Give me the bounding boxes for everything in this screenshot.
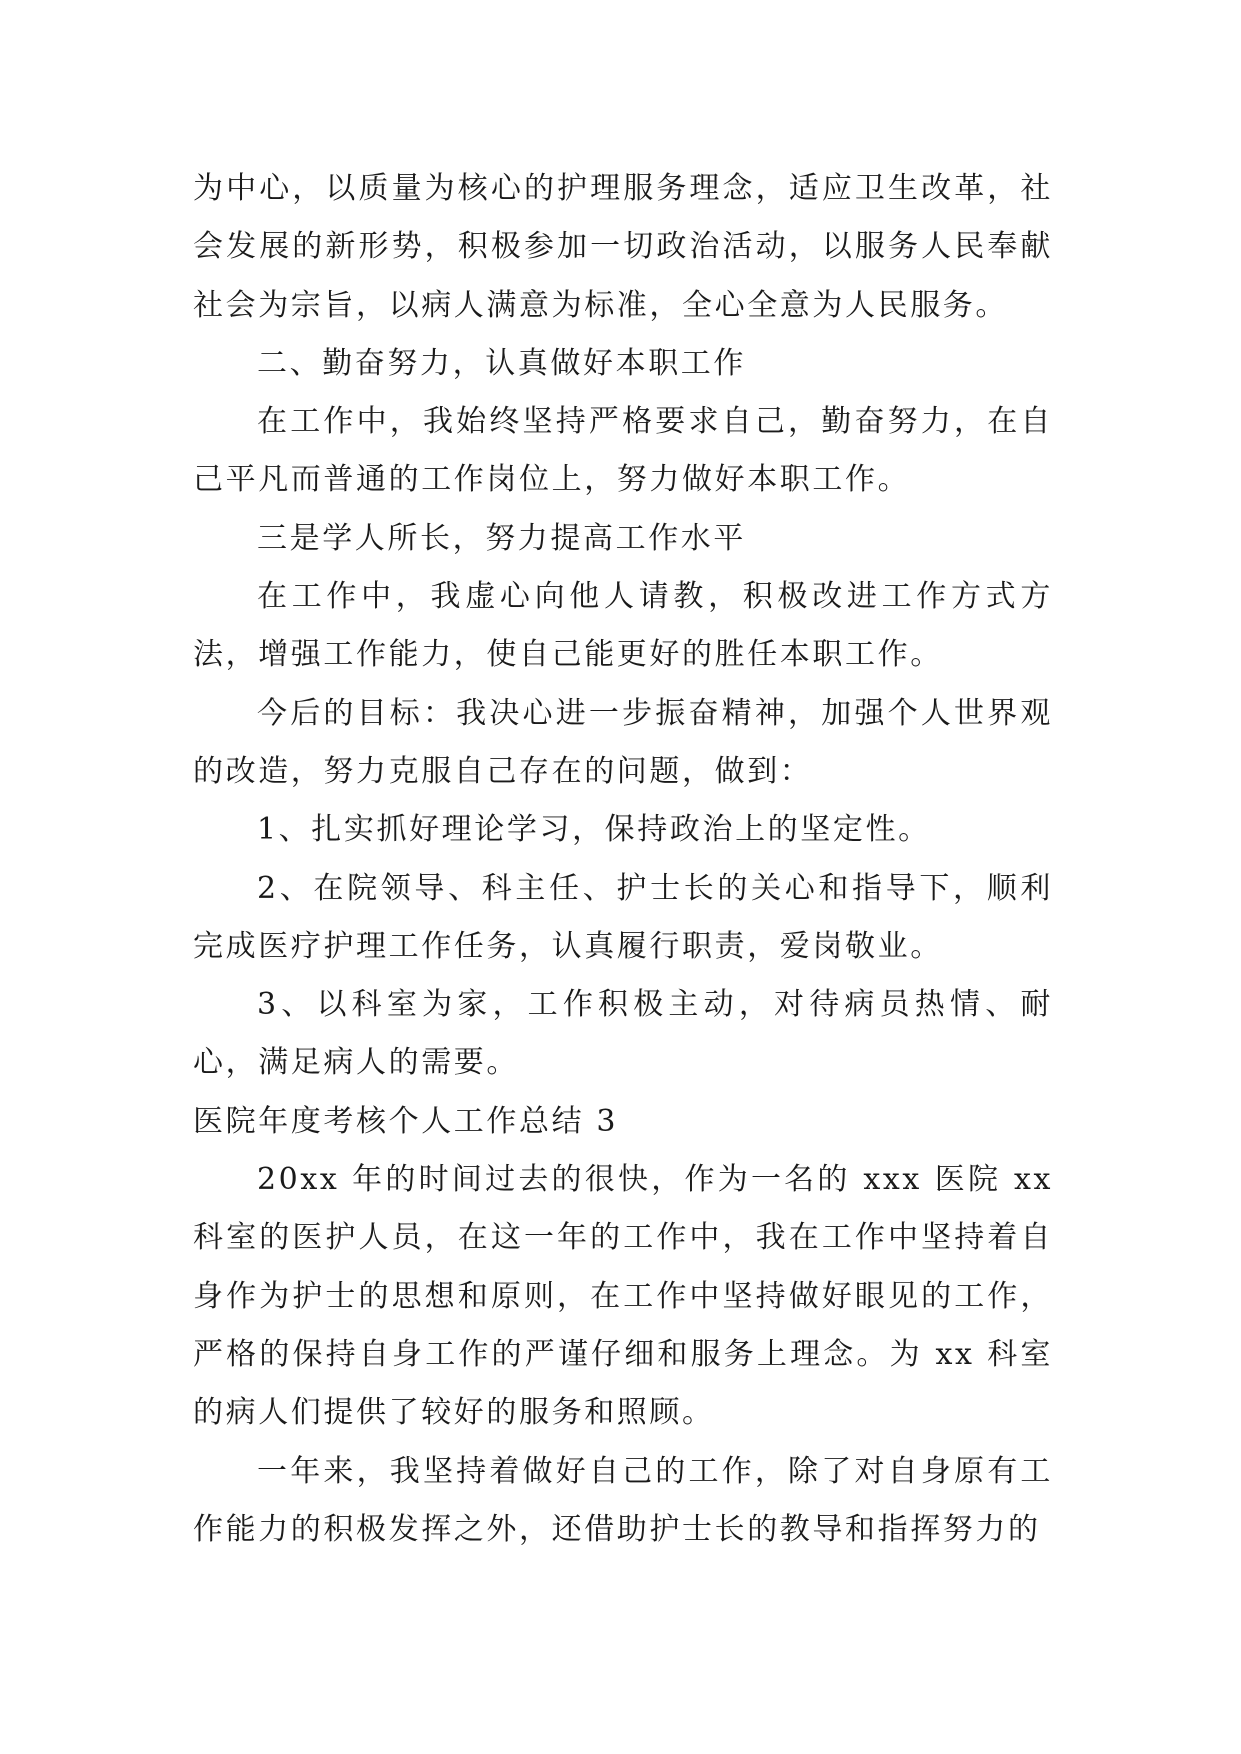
list-item: 3、以科室为家，工作积极主动，对待病员热情、耐心，满足病人的需要。 bbox=[193, 987, 1053, 1081]
paragraph: 为中心，以质量为核心的护理服务理念，适应卫生改革，社会发展的新形势，积极参加一切政治活动，以服务人民奉献社会为宗旨，以病人满意为标准，全心全意为人民服务。 bbox=[193, 171, 1053, 323]
list-item: 1、扎实抓好理论学习，保持政治上的坚定性。 bbox=[257, 812, 931, 848]
section-heading-3: 三是学人所长，努力提高工作水平 bbox=[257, 520, 746, 556]
paragraph: 在工作中，我始终坚持严格要求自己，勤奋努力，在自己平凡而普通的工作岗位上，努力做好本职工作。 bbox=[193, 404, 1053, 498]
paragraph: 一年来，我坚持着做好自己的工作，除了对自身原有工作能力的积极发挥之外，还借助护士长的教导和指挥努力的 bbox=[193, 1453, 1053, 1547]
paragraph: 在工作中，我虚心向他人请教，积极改进工作方式方法，增强工作能力，使自己能更好的胜任本职工作。 bbox=[193, 579, 1053, 673]
list-item: 2、在院领导、科主任、护士长的关心和指导下，顺利完成医疗护理工作任务，认真履行职责，爱岗敬业。 bbox=[193, 870, 1053, 964]
paragraph: 今后的目标：我决心进一步振奋精神，加强个人世界观的改造，努力克服自己存在的问题，做到： bbox=[193, 695, 1053, 789]
section-heading-2: 二、勤奋努力，认真做好本职工作 bbox=[257, 345, 746, 381]
document-section-title: 医院年度考核个人工作总结 3 bbox=[193, 1103, 619, 1139]
document-body bbox=[193, 160, 1053, 1559]
paragraph: 20xx 年的时间过去的很快，作为一名的 xxx 医院 xx 科室的医护人员，在这一年的工作中，我在工作中坚持着自身作为护士的思想和原则，在工作中坚持做好眼见的工作，严格的保持自身工作的严谨仔细和服务上理念。为 xx 科室的病人们提供了较好的服务和照顾。 bbox=[193, 1162, 1053, 1431]
